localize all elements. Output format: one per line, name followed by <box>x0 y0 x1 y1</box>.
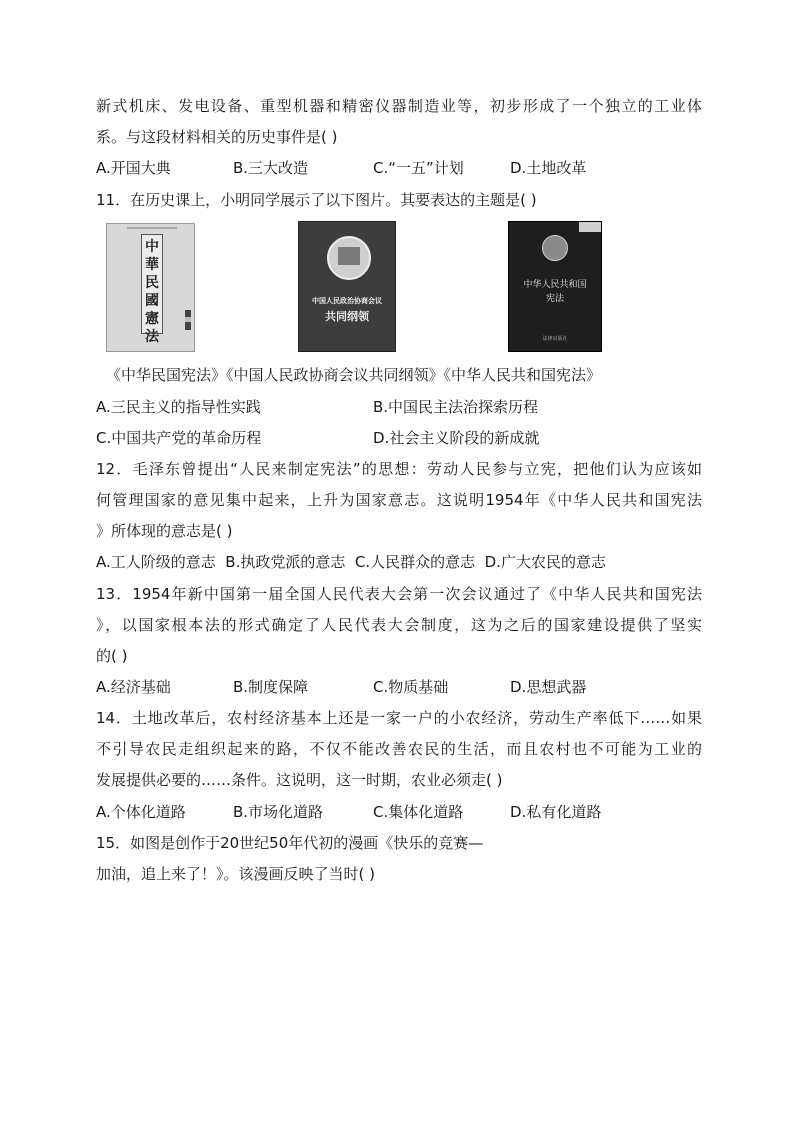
roc-constitution-image <box>106 223 195 352</box>
q13-stem-line: 的( ) <box>96 647 128 665</box>
q12-stem-line: 何管理国家的意见集中起来，上升为国家意志。这说明1954年《中华人民共和国宪法 <box>96 491 702 509</box>
q12-stem-line: 》所体现的意志是( ) <box>96 522 233 540</box>
q13-option-d: D.思想武器 <box>510 678 587 696</box>
national-emblem-icon <box>542 235 568 261</box>
prc-constitution-line2: 宪法 <box>545 294 564 304</box>
q11-stem: 11．在历史课上，小明同学展示了以下图片。其要表达的主题是( ) <box>96 191 537 209</box>
q10-option-d: D.土地改革 <box>510 159 587 177</box>
q14-option-c: C.集体化道路 <box>373 803 464 821</box>
roc-constitution-title: 中華民國憲法 <box>145 239 159 345</box>
q11-option-d: D.社会主义阶段的新成就 <box>373 429 540 447</box>
q14-option-a: A.个体化道路 <box>96 803 186 821</box>
q15-stem-line: 15．如图是创作于20世纪50年代初的漫画《快乐的竞赛— <box>96 834 484 852</box>
prc-constitution-image <box>508 221 602 352</box>
common-program-line2: 共同纲领 <box>325 310 369 323</box>
q12-options: A.工人阶级的意志 B.执政党派的意志 C.人民群众的意志 D.广大农民的意志 <box>96 553 606 571</box>
q13-stem-line: 13．1954年新中国第一届全国人民代表大会第一次会议通过了《中华人民共和国宪法 <box>96 585 702 603</box>
text-line: 系。与这段材料相关的历史事件是( ) <box>96 128 338 146</box>
q13-stem-line: 》，以国家根本法的形式确定了人民代表大会制度，这为之后的国家建设提供了坚实 <box>96 616 702 634</box>
common-program-image <box>298 221 396 352</box>
q10-option-b: B.三大改造 <box>233 159 309 177</box>
q15-stem-line: 加油，追上来了！》。该漫画反映了当时( ) <box>96 865 375 883</box>
prc-constitution-publisher: 法律出版社 <box>542 336 568 342</box>
q14-option-b: B.市场化道路 <box>233 803 324 821</box>
q11-option-b: B.中国民主法治探索历程 <box>373 398 539 416</box>
q10-option-a: A.开国大典 <box>96 159 171 177</box>
q11-caption: 《中华民国宪法》《中国人民政协商会议共同纲领》《中华人民共和国宪法》 <box>106 366 602 384</box>
q14-option-d: D.私有化道路 <box>510 803 602 821</box>
q11-option-c: C.中国共产党的革命历程 <box>96 429 262 447</box>
q13-option-a: A.经济基础 <box>96 678 171 696</box>
q12-stem-line: 12．毛泽东曾提出“人民来制定宪法”的思想：劳动人民参与立宪，把他们认为应该如 <box>96 460 702 478</box>
q11-option-a: A.三民主义的指导性实践 <box>96 398 261 416</box>
q13-option-b: B.制度保障 <box>233 678 309 696</box>
prc-constitution-line1: 中华人民共和国 <box>523 280 587 290</box>
q14-stem-line: 发展提供必要的……条件。这说明，这一时期，农业必须走( ) <box>96 771 503 789</box>
q14-stem-line: 14．土地改革后，农村经济基本上还是一家一户的小农经济，劳动生产率低下……如果 <box>96 709 702 727</box>
q13-option-c: C.物质基础 <box>373 678 449 696</box>
q10-option-c: C.“一五”计划 <box>373 159 464 177</box>
q14-stem-line: 不引导农民走组织起来的路，不仅不能改善农民的生活，而且农村也不可能为工业的 <box>96 740 702 758</box>
text-line: 新式机床、发电设备、重型机器和精密仪器制造业等，初步形成了一个独立的工业体 <box>96 97 702 115</box>
common-program-line1: 中国人民政治协商会议 <box>312 296 382 305</box>
